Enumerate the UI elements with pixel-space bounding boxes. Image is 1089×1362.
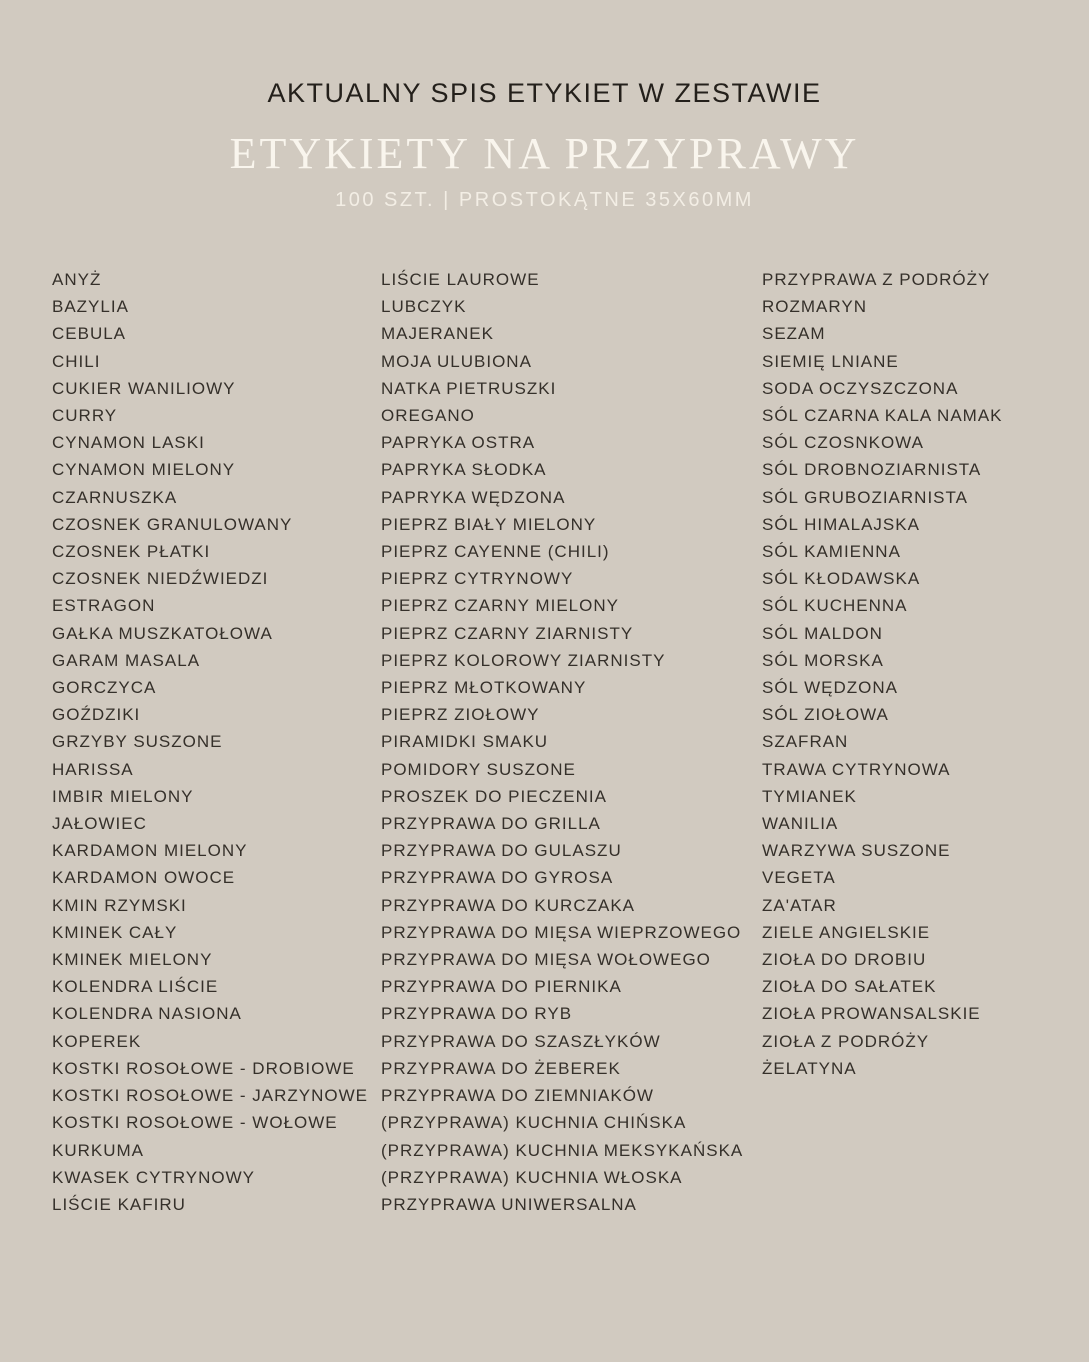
kicker-text: AKTUALNY SPIS ETYKIET W ZESTAWIE: [267, 78, 822, 108]
list-item: PRZYPRAWA DO ZIEMNIAKÓW: [381, 1086, 654, 1106]
list-item: ZA'ATAR: [762, 895, 837, 915]
list-item: SÓL MORSKA: [762, 650, 884, 670]
list-item: CUKIER WANILIOWY: [52, 378, 236, 398]
list-item: SÓL CZARNA KALA NAMAK: [762, 406, 1003, 426]
list-item: NATKA PIETRUSZKI: [381, 378, 557, 398]
list-item: PRZYPRAWA DO GYROSA: [381, 868, 614, 888]
list-item: KMIN RZYMSKI: [52, 895, 187, 915]
list-item: (PRZYPRAWA) KUCHNIA CHIŃSKA: [381, 1113, 687, 1133]
list-item: PRZYPRAWA DO PIERNIKA: [381, 977, 622, 997]
list-item: PRZYPRAWA DO GRILLA: [381, 814, 601, 834]
list-item: CYNAMON MIELONY: [52, 460, 236, 480]
list-item: KARDAMON MIELONY: [52, 841, 248, 861]
list-item: SODA OCZYSZCZONA: [762, 378, 959, 398]
list-item: PRZYPRAWA UNIWERSALNA: [381, 1194, 637, 1214]
list-item: ZIOŁA Z PODRÓŻY: [762, 1031, 930, 1051]
list-item: SÓL KUCHENNA: [762, 596, 908, 616]
list-item: SÓL CZOSNKOWA: [762, 433, 924, 453]
list-item: CZARNUSZKA: [52, 487, 178, 507]
list-item: PAPRYKA OSTRA: [381, 433, 536, 453]
list-item: PIEPRZ BIAŁY MIELONY: [381, 514, 597, 534]
list-item: KOSTKI ROSOŁOWE - JARZYNOWE: [52, 1086, 369, 1106]
list-item: ZIOŁA DO SAŁATEK: [762, 977, 937, 997]
list-item: CZOSNEK PŁATKI: [52, 542, 211, 562]
list-item: MOJA ULUBIONA: [381, 351, 532, 371]
list-item: BAZYLIA: [52, 297, 129, 317]
list-item: KMINEK MIELONY: [52, 950, 213, 970]
list-item: JAŁOWIEC: [52, 814, 147, 834]
subtitle-text: 100 SZT. | PROSTOKĄTNE 35X60MM: [335, 189, 754, 211]
list-item: CURRY: [52, 406, 118, 426]
list-item: PIEPRZ CYTRYNOWY: [381, 569, 574, 589]
list-item: SZAFRAN: [762, 732, 849, 752]
list-item: (PRZYPRAWA) KUCHNIA WŁOSKA: [381, 1167, 683, 1187]
list-item: CYNAMON LASKI: [52, 433, 205, 453]
list-item: PRZYPRAWA Z PODRÓŻY: [762, 270, 991, 289]
list-item: GAŁKA MUSZKATOŁOWA: [52, 623, 273, 643]
list-item: VEGETA: [762, 868, 836, 888]
list-column-1: [52, 266, 368, 1218]
list-item: CZOSNEK NIEDŹWIEDZI: [52, 569, 269, 589]
list-item: CHILI: [52, 351, 101, 371]
list-column-3: [762, 266, 1003, 1082]
list-item: GORCZYCA: [52, 678, 157, 698]
list-item: SÓL MALDON: [762, 623, 883, 643]
list-item: PRZYPRAWA DO ŻEBEREK: [381, 1058, 621, 1078]
list-column-2: [381, 266, 743, 1218]
list-item: WARZYWA SUSZONE: [762, 841, 951, 861]
list-item: LIŚCIE LAUROWE: [381, 270, 540, 289]
list-item: TYMIANEK: [762, 786, 857, 806]
list-item: SÓL KŁODAWSKA: [762, 569, 921, 589]
list-item: PRZYPRAWA DO MIĘSA WOŁOWEGO: [381, 950, 711, 970]
list-item: PIEPRZ CZARNY ZIARNISTY: [381, 623, 634, 643]
list-item: SIEMIĘ LNIANE: [762, 351, 899, 371]
list-item: (PRZYPRAWA) KUCHNIA MEKSYKAŃSKA: [381, 1140, 744, 1160]
list-item: SÓL KAMIENNA: [762, 542, 901, 562]
list-item: HARISSA: [52, 759, 134, 779]
list-item: PIEPRZ KOLOROWY ZIARNISTY: [381, 650, 666, 670]
list-item: POMIDORY SUSZONE: [381, 759, 576, 779]
list-item: LUBCZYK: [381, 297, 467, 317]
list-item: SÓL HIMALAJSKA: [762, 514, 920, 534]
list-item: KOLENDRA NASIONA: [52, 1004, 242, 1024]
list-item: GRZYBY SUSZONE: [52, 732, 223, 752]
list-item: PIEPRZ MŁOTKOWANY: [381, 678, 587, 698]
list-item: SÓL DROBNOZIARNISTA: [762, 460, 982, 480]
list-item: IMBIR MIELONY: [52, 786, 194, 806]
list-item: SÓL GRUBOZIARNISTA: [762, 487, 968, 507]
list-item: SEZAM: [762, 324, 826, 344]
list-item: PAPRYKA WĘDZONA: [381, 487, 566, 507]
list-item: KMINEK CAŁY: [52, 922, 178, 942]
list-item: ROZMARYN: [762, 297, 867, 317]
list-item: PIEPRZ CZARNY MIELONY: [381, 596, 619, 616]
list-item: KWASEK CYTRYNOWY: [52, 1167, 256, 1187]
list-item: LIŚCIE KAFIRU: [52, 1194, 186, 1214]
list-item: GOŹDZIKI: [52, 705, 141, 725]
list-item: PRZYPRAWA DO GULASZU: [381, 841, 622, 861]
list-item: CEBULA: [52, 324, 127, 344]
list-item: ZIELE ANGIELSKIE: [762, 922, 931, 942]
list-item: ŻELATYNA: [762, 1058, 857, 1078]
list-item: PROSZEK DO PIECZENIA: [381, 786, 607, 806]
list-item: KARDAMON OWOCE: [52, 868, 236, 888]
list-item: PIEPRZ CAYENNE (CHILI): [381, 542, 610, 562]
list-item: KURKUMA: [52, 1140, 145, 1160]
page-title: ETYKIETY NA PRZYPRAWY: [229, 129, 860, 178]
list-item: PRZYPRAWA DO SZASZŁYKÓW: [381, 1031, 661, 1051]
list-item: ANYŻ: [52, 270, 102, 289]
list-item: KOLENDRA LIŚCIE: [52, 977, 219, 997]
list-item: PRZYPRAWA DO RYB: [381, 1004, 573, 1024]
list-item: MAJERANEK: [381, 324, 494, 344]
list-item: ZIOŁA DO DROBIU: [762, 950, 927, 970]
list-item: ZIOŁA PROWANSALSKIE: [762, 1004, 981, 1024]
list-item: PIEPRZ ZIOŁOWY: [381, 705, 540, 725]
list-item: CZOSNEK GRANULOWANY: [52, 514, 293, 534]
list-item: PAPRYKA SŁODKA: [381, 460, 547, 480]
list-item: PRZYPRAWA DO MIĘSA WIEPRZOWEGO: [381, 922, 742, 942]
list-item: PRZYPRAWA DO KURCZAKA: [381, 895, 635, 915]
list-item: ESTRAGON: [52, 596, 156, 616]
list-item: SÓL WĘDZONA: [762, 678, 898, 698]
list-item: TRAWA CYTRYNOWA: [762, 759, 951, 779]
list-item: PIRAMIDKI SMAKU: [381, 732, 549, 752]
list-item: SÓL ZIOŁOWA: [762, 705, 889, 725]
list-item: OREGANO: [381, 406, 475, 426]
list-item: GARAM MASALA: [52, 650, 201, 670]
list-item: KOSTKI ROSOŁOWE - WOŁOWE: [52, 1113, 338, 1133]
list-item: WANILIA: [762, 814, 839, 834]
list-item: KOSTKI ROSOŁOWE - DROBIOWE: [52, 1058, 355, 1078]
list-item: KOPEREK: [52, 1031, 142, 1051]
